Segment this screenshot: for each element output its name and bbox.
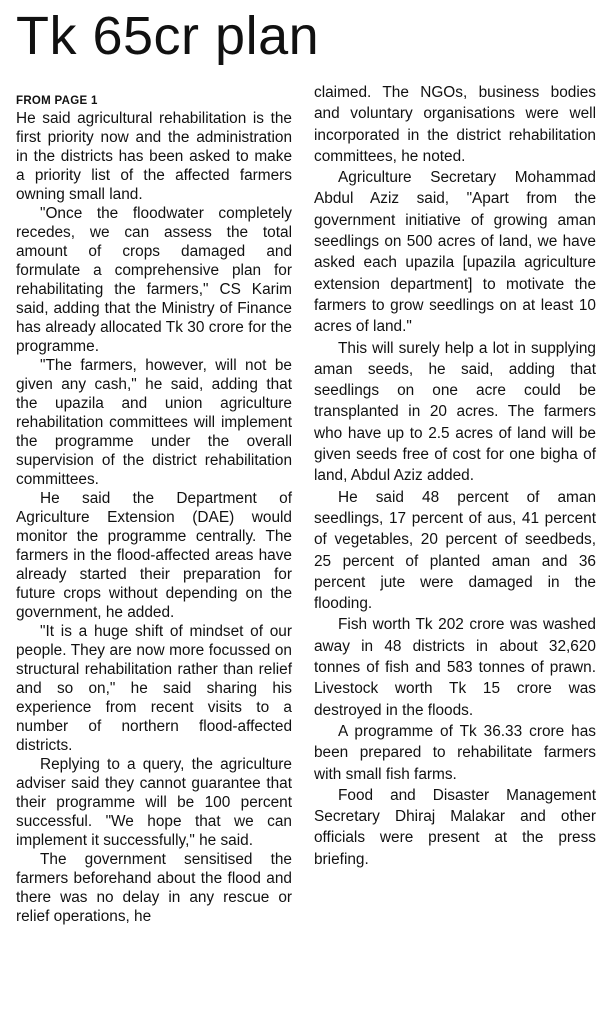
paragraph: Food and Disaster Management Secretary Dhiraj Malakar and other officials were present at the press briefing. xyxy=(314,786,596,868)
paragraph: "The farmers, however, will not be given any cash," he said, adding that the upazila and union agriculture rehabilitation committees will implement the programme under the overall supervision of the district rehabilitation committees. xyxy=(16,357,292,488)
paragraph: Fish worth Tk 202 crore was washed away in 48 districts in about 32,620 tonnes of fish and 583 tonnes of prawn. Livestock worth Tk 15 crore was destroyed in the floods. xyxy=(314,616,596,719)
paragraph: He said agricultural rehabilitation is the first priority now and the administration in the districts has been asked to make a priority list of the affected farmers owning small land. xyxy=(16,110,292,203)
article-body xyxy=(16,84,603,926)
paragraph: This will surely help a lot in supplying aman seeds, he said, adding that seedlings on one acre could be transplanted in 20 acres. The farmers who have up to 2.5 acres of land will be given seeds free of cost for one bigha of land, Abdul Aziz added. xyxy=(314,339,596,485)
left-column xyxy=(16,94,292,926)
paragraph: claimed. The NGOs, business bodies and voluntary organisations were well incorporated in the district rehabilitation committees, he noted. xyxy=(314,84,596,165)
paragraph: He said the Department of Agriculture Extension (DAE) would monitor the programme centrally. The farmers in the flood-affected areas have already started their preparation for future crops without depending on the government, he added. xyxy=(16,490,292,621)
paragraph: "Once the floodwater completely recedes, we can assess the total amount of crops damaged and formulate a comprehensive plan for rehabilitating the farmers," CS Karim said, adding that the Ministry of Finance has already allocated Tk 30 crore for the programme. xyxy=(16,205,292,355)
paragraph: He said 48 percent of aman seedlings, 17 percent of aus, 41 percent of vegetables, 20 percent of seedbeds, 25 percent of planted aman and 36 percent jute were damaged in the flooding. xyxy=(314,488,596,613)
paragraph: The government sensitised the farmers beforehand about the flood and there was no delay in any rescue or relief operations, he xyxy=(16,851,292,925)
right-column xyxy=(314,82,596,926)
headline: Tk 65cr plan xyxy=(16,6,320,66)
paragraph: A programme of Tk 36.33 crore has been prepared to rehabilitate farmers with small fish farms. xyxy=(314,722,596,783)
paragraph: Replying to a query, the agriculture adviser said they cannot guarantee that their programme will be 100 percent successful. "We hope that we can implement it successfully," he said. xyxy=(16,756,292,849)
kicker: FROM PAGE 1 xyxy=(16,95,98,107)
paragraph: Agriculture Secretary Mohammad Abdul Aziz said, "Apart from the government initiative of growing aman seedlings on 500 acres of land, we have asked each upazila [upazila agriculture extension department] to motivate the farmers to grow seedlings on at least 10 acres of land." xyxy=(314,169,596,336)
paragraph: "It is a huge shift of mindset of our people. They are now more focussed on structural rehabilitation rather than relief and so on," he said sharing his experience from recent visits to a number of northern flood-affected districts. xyxy=(16,623,292,754)
